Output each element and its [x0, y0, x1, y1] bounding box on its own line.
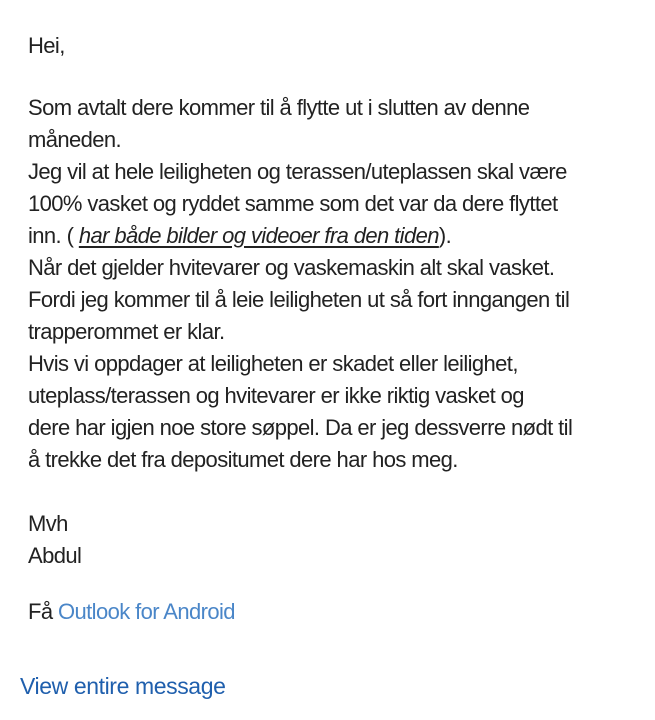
- footer: [28, 596, 643, 628]
- signature: Abdul: [28, 543, 82, 568]
- body-line: måneden.: [28, 127, 122, 152]
- body-line: 100% vasket og ryddet samme som det var da dere flyttet: [28, 191, 558, 216]
- body-line: dere har igjen noe store søppel. Da er jeg dessverre nødt til: [28, 415, 573, 440]
- body-line: Fordi jeg kommer til å leie leiligheten ut så fort inngangen til: [28, 287, 570, 312]
- body-text: inn. (: [28, 223, 79, 248]
- greeting: Hei,: [28, 33, 65, 58]
- body-line: Jeg vil at hele leiligheten og terassen/uteplassen skal være: [28, 159, 567, 184]
- body-line: trapperommet er klar.: [28, 319, 225, 344]
- email-body: [28, 30, 643, 628]
- body-line: Som avtalt dere kommer til å flytte ut i slutten av denne: [28, 95, 530, 120]
- body-text: ).: [438, 223, 452, 248]
- signoff: Mvh: [28, 511, 68, 536]
- footer-prefix: Få: [28, 599, 58, 624]
- body-line: uteplass/terassen og hvitevarer er ikke riktig vasket og: [28, 383, 524, 408]
- body-line: å trekke det fra depositumet dere har hos meg.: [28, 447, 458, 472]
- view-entire-message-link[interactable]: View entire message: [20, 673, 226, 699]
- outlook-for-android-link[interactable]: Outlook for Android: [58, 599, 235, 624]
- body-line: Når det gjelder hvitevarer og vaskemaskin alt skal vasket.: [28, 255, 555, 280]
- photos-note: har både bilder og videoer fra den tiden: [78, 223, 439, 248]
- body-line-with-note: [28, 220, 643, 252]
- body-line: Hvis vi oppdager at leiligheten er skadet eller leilighet,: [28, 351, 518, 376]
